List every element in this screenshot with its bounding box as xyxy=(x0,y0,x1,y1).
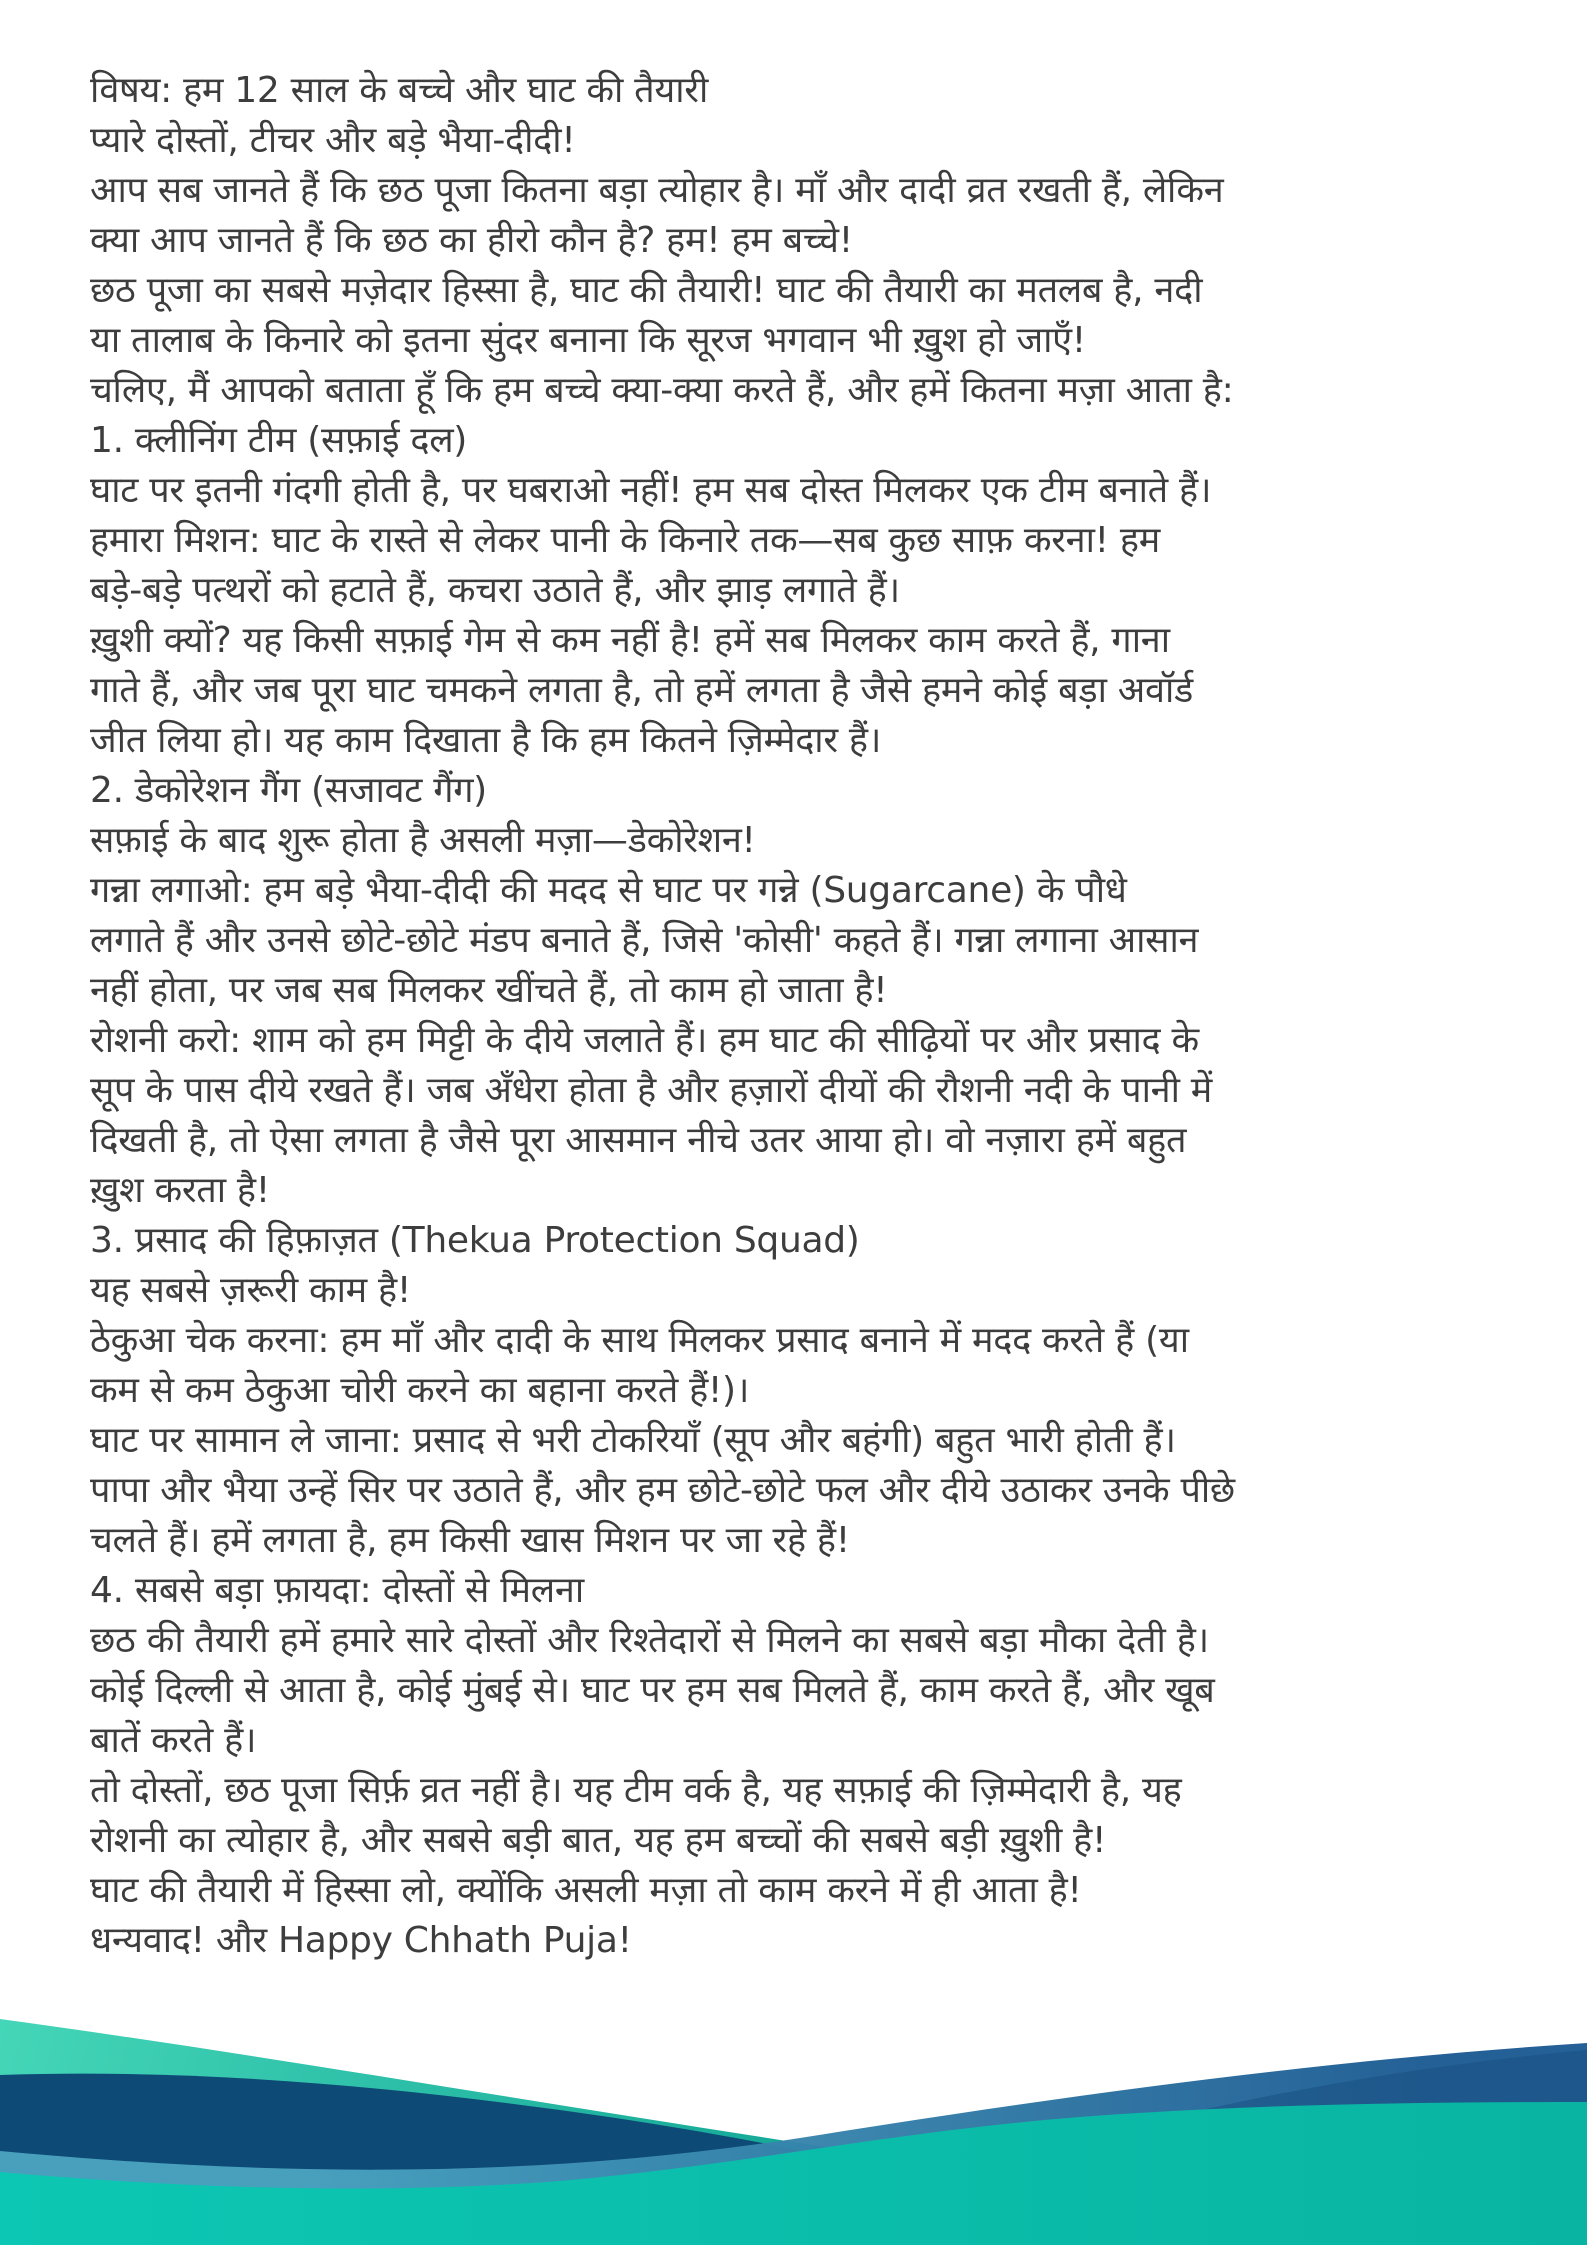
letter-body xyxy=(90,66,1527,1966)
text-line: घाट पर इतनी गंदगी होती है, पर घबराओ नहीं! हम सब दोस्त मिलकर एक टीम बनाते हैं। xyxy=(90,470,1212,511)
text-line: आप सब जानते हैं कि छठ पूजा कितना बड़ा त्योहार है। माँ और दादी व्रत रखती हैं, लेकिन xyxy=(90,170,1224,211)
text-line: जीत लिया हो। यह काम दिखाता है कि हम कितने ज़िम्मेदार हैं। xyxy=(90,720,882,761)
text-line: लगाते हैं और उनसे छोटे-छोटे मंडप बनाते हैं, जिसे 'कोसी' कहते हैं। गन्ना लगाना आसान xyxy=(90,920,1199,961)
text-line: कम से कम ठेकुआ चोरी करने का बहाना करते हैं!)। xyxy=(90,1370,750,1411)
wave-decoration xyxy=(0,2005,1587,2245)
text-line: कोई दिल्ली से आता है, कोई मुंबई से। घाट पर हम सब मिलते हैं, काम करते हैं, और खूब xyxy=(90,1670,1215,1711)
text-line: गाते हैं, और जब पूरा घाट चमकने लगता है, तो हमें लगता है जैसे हमने कोई बड़ा अवॉर्ड xyxy=(90,670,1193,711)
text-line: चलते हैं। हमें लगता है, हम किसी खास मिशन पर जा रहे हैं! xyxy=(90,1520,850,1561)
text-line: घाट पर सामान ले जाना: प्रसाद से भरी टोकरियाँ (सूप और बहंगी) बहुत भारी होती हैं। xyxy=(90,1420,1176,1461)
text-line: बड़े-बड़े पत्थरों को हटाते हैं, कचरा उठाते हैं, और झाड़ लगाते हैं। xyxy=(90,570,900,611)
text-line: धन्यवाद! और Happy Chhath Puja! xyxy=(90,1920,632,1961)
text-line: 3. प्रसाद की हिफ़ाज़त (Thekua Protection Squad) xyxy=(90,1220,860,1261)
text-line: ठेकुआ चेक करना: हम माँ और दादी के साथ मिलकर प्रसाद बनाने में मदद करते हैं (या xyxy=(90,1320,1189,1361)
text-line: दिखती है, तो ऐसा लगता है जैसे पूरा आसमान नीचे उतर आया हो। वो नज़ारा हमें बहुत xyxy=(90,1120,1187,1161)
text-line: क्या आप जानते हैं कि छठ का हीरो कौन है? हम! हम बच्चे! xyxy=(90,220,853,261)
text-line: विषय: हम 12 साल के बच्चे और घाट की तैयारी xyxy=(90,70,709,111)
text-line: पापा और भैया उन्हें सिर पर उठाते हैं, और हम छोटे-छोटे फल और दीये उठाकर उनके पीछे xyxy=(90,1470,1235,1511)
text-line: हमारा मिशन: घाट के रास्ते से लेकर पानी के किनारे तक—सब कुछ साफ़ करना! हम xyxy=(90,520,1160,561)
text-line: तो दोस्तों, छठ पूजा सिर्फ़ व्रत नहीं है। यह टीम वर्क है, यह सफ़ाई की ज़िम्मेदारी है, यह xyxy=(90,1770,1182,1811)
text-line: गन्ना लगाओ: हम बड़े भैया-दीदी की मदद से घाट पर गन्ने (Sugarcane) के पौधे xyxy=(90,870,1127,911)
text-line: रोशनी का त्योहार है, और सबसे बड़ी बात, यह हम बच्चों की सबसे बड़ी ख़ुशी है! xyxy=(90,1820,1107,1861)
text-line: 4. सबसे बड़ा फ़ायदा: दोस्तों से मिलना xyxy=(90,1570,584,1611)
text-line: प्यारे दोस्तों, टीचर और बड़े भैया-दीदी! xyxy=(90,120,576,161)
text-line: छठ की तैयारी हमें हमारे सारे दोस्तों और रिश्तेदारों से मिलने का सबसे बड़ा मौका देती है। xyxy=(90,1620,1209,1661)
text-line: घाट की तैयारी में हिस्सा लो, क्योंकि असली मज़ा तो काम करने में ही आता है! xyxy=(90,1870,1082,1911)
text-line: 2. डेकोरेशन गैंग (सजावट गैंग) xyxy=(90,770,487,811)
text-line: ख़ुशी क्यों? यह किसी सफ़ाई गेम से कम नहीं है! हमें सब मिलकर काम करते हैं, गाना xyxy=(90,620,1170,661)
text-line: चलिए, मैं आपको बताता हूँ कि हम बच्चे क्या-क्या करते हैं, और हमें कितना मज़ा आता है: xyxy=(90,370,1234,411)
text-line: नहीं होता, पर जब सब मिलकर खींचते हैं, तो काम हो जाता है! xyxy=(90,970,888,1011)
text-line: 1. क्लीनिंग टीम (सफ़ाई दल) xyxy=(90,420,468,461)
text-line: ख़ुश करता है! xyxy=(90,1170,270,1211)
text-line: सफ़ाई के बाद शुरू होता है असली मज़ा—डेकोरेशन! xyxy=(90,820,756,861)
text-line: रोशनी करो: शाम को हम मिट्टी के दीये जलाते हैं। हम घाट की सीढ़ियों पर और प्रसाद के xyxy=(90,1020,1199,1061)
text-line: या तालाब के किनारे को इतना सुंदर बनाना कि सूरज भगवान भी ख़ुश हो जाएँ! xyxy=(90,320,1086,361)
text-line: बातें करते हैं। xyxy=(90,1720,257,1761)
text-line: यह सबसे ज़रूरी काम है! xyxy=(90,1270,411,1311)
text-line: सूप के पास दीये रखते हैं। जब अँधेरा होता है और हज़ारों दीयों की रौशनी नदी के पानी में xyxy=(90,1070,1213,1111)
text-line: छठ पूजा का सबसे मज़ेदार हिस्सा है, घाट की तैयारी! घाट की तैयारी का मतलब है, नदी xyxy=(90,270,1203,311)
